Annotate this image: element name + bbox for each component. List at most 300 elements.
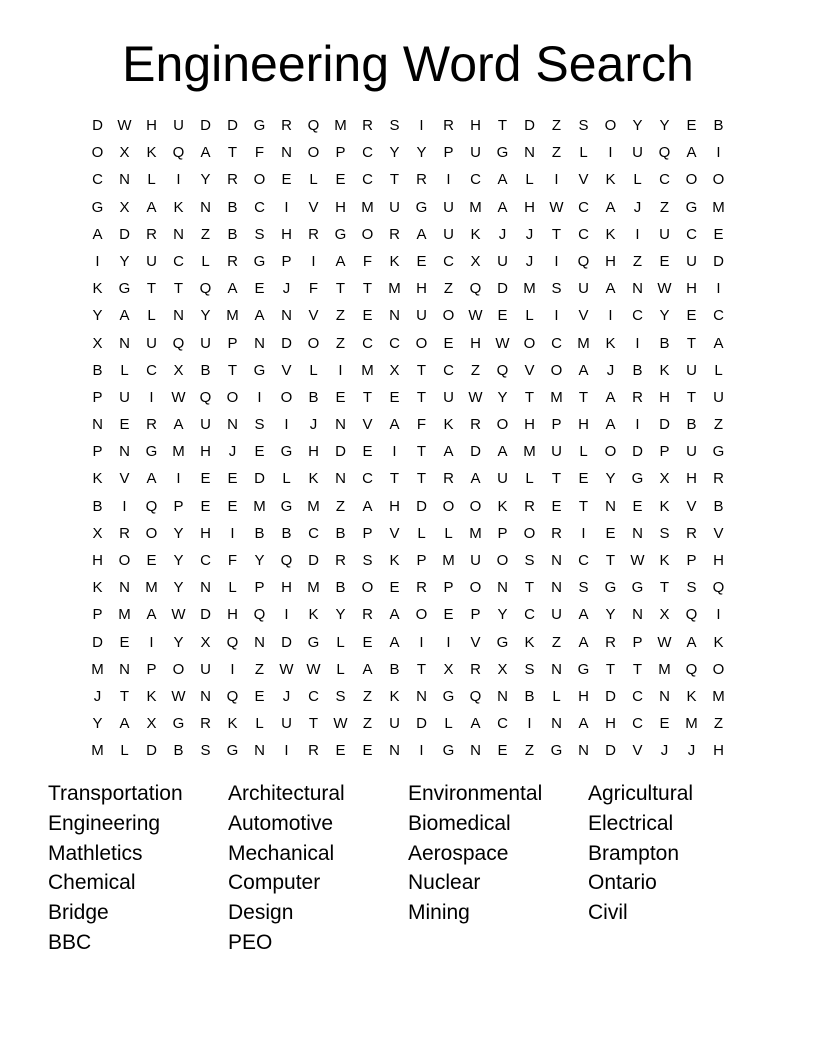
grid-letter: I [230,524,235,542]
grid-letter: B [308,388,319,406]
grid-letter: Q [145,497,158,515]
grid-letter: Y [173,524,184,542]
grid-letter: E [362,443,373,461]
grid-letter: O [226,388,239,406]
grid-letter: R [335,552,346,569]
grid-letter: M [388,280,401,298]
grid-row [84,547,732,574]
grid-letter: V [632,742,643,760]
grid-letter: O [469,579,482,597]
grid-letter: X [497,660,508,678]
grid-letter: W [306,660,321,678]
grid-letter: M [307,579,320,597]
grid-row [84,139,732,166]
grid-letter: G [415,198,428,216]
grid-letter: V [308,307,319,325]
grid-letter: I [149,633,154,651]
grid-letter: V [578,307,589,325]
grid-letter: N [173,225,184,243]
grid-letter: O [280,388,293,406]
grid-letter: Q [469,687,482,705]
grid-letter: C [686,225,697,243]
grid-letter: Q [658,144,671,162]
grid-letter: C [578,552,589,569]
grid-letter: R [686,524,697,542]
grid-letter: Q [226,633,239,651]
grid-letter: C [578,225,589,243]
grid-letter: B [173,742,184,760]
grid-letter: E [443,334,454,352]
grid-letter: T [578,497,589,515]
grid-letter: I [716,280,721,298]
grid-letter: O [685,171,698,189]
grid-letter: A [389,606,400,624]
grid-letter: T [227,361,238,379]
grid-letter: I [284,198,289,216]
grid-letter: W [171,606,186,624]
grid-letter: H [524,198,535,216]
grid-letter: Q [226,687,239,705]
grid-letter: U [686,361,697,379]
grid-row [84,194,732,221]
grid-letter: Y [659,117,670,134]
grid-letter: X [173,361,184,379]
word-list-item: Mathletics [48,841,143,865]
grid-letter: P [470,606,481,624]
grid-letter: H [281,225,292,243]
grid-letter: M [253,497,266,515]
grid-letter: I [608,307,613,325]
grid-letter: R [146,416,157,434]
grid-letter: G [550,742,563,760]
grid-letter: K [308,606,319,624]
grid-letter: U [146,334,157,352]
grid-letter: U [200,660,211,678]
grid-letter: L [525,470,534,488]
grid-letter: H [281,579,292,597]
grid-letter: E [713,225,724,243]
grid-letter: I [338,361,343,379]
grid-letter: P [335,144,346,162]
grid-letter: R [443,470,454,488]
grid-letter: D [605,742,616,760]
grid-letter: C [200,552,211,569]
grid-row [84,275,732,302]
grid-letter: A [146,198,157,216]
grid-letter: Y [119,252,130,270]
grid-letter: A [686,144,697,162]
grid-letter: E [335,388,346,406]
grid-letter: N [335,416,346,434]
grid-letter: W [171,388,186,406]
grid-letter: X [146,715,157,733]
grid-letter: L [120,742,129,760]
grid-letter: V [281,361,292,379]
grid-row [84,411,732,438]
grid-letter: M [550,388,563,406]
grid-letter: U [443,388,454,406]
grid-letter: P [362,524,373,542]
grid-letter: A [119,307,130,325]
grid-row [84,248,732,275]
word-list-item: Biomedical [408,811,511,835]
grid-letter: L [714,361,723,379]
grid-letter: U [578,280,589,298]
grid-letter: N [200,687,211,705]
grid-letter: H [686,280,697,298]
grid-letter: I [581,524,586,542]
grid-letter: R [416,171,427,189]
grid-letter: L [255,715,264,733]
grid-letter: A [416,225,427,243]
grid-letter: H [92,552,103,569]
grid-letter: Q [685,606,698,624]
grid-letter: T [524,388,535,406]
grid-letter: Q [496,361,509,379]
grid-letter: K [92,470,103,488]
grid-letter: A [470,715,481,733]
grid-letter: Y [92,307,103,325]
grid-letter: H [713,552,724,569]
grid-letter: E [335,742,346,760]
grid-letter: P [443,144,454,162]
grid-letter: G [118,280,131,298]
grid-letter: D [497,280,508,298]
grid-letter: D [659,416,670,434]
grid-letter: U [389,715,400,733]
grid-letter: C [632,715,643,733]
grid-row [84,656,732,683]
grid-letter: T [605,552,616,569]
grid-letter: L [444,524,453,542]
grid-letter: B [281,524,292,542]
grid-letter: N [605,497,616,515]
grid-letter: B [92,497,103,515]
grid-letter: N [632,606,643,624]
grid-letter: B [335,579,346,597]
grid-letter: O [604,443,617,461]
grid-letter: Z [362,715,373,733]
grid-letter: E [686,307,697,325]
grid-letter: N [632,524,643,542]
grid-letter: Y [92,715,103,733]
grid-letter: O [361,225,374,243]
grid-letter: T [389,470,400,488]
grid-letter: U [497,252,508,270]
grid-letter: U [416,307,427,325]
grid-letter: R [362,117,373,134]
grid-letter: O [415,334,428,352]
grid-letter: P [92,606,103,624]
grid-letter: D [308,552,319,569]
grid-letter: I [716,144,721,162]
grid-letter: C [632,687,643,705]
grid-letter: R [227,252,238,270]
grid-letter: Z [632,252,643,270]
grid-letter: E [497,307,508,325]
grid-letter: D [416,715,427,733]
grid-letter: L [633,171,642,189]
grid-letter: B [713,117,724,134]
grid-letter: D [92,117,103,134]
grid-letter: D [416,497,427,515]
grid-letter: U [443,198,454,216]
grid-letter: M [307,497,320,515]
grid-letter: Z [335,307,346,325]
grid-letter: S [578,117,589,134]
grid-letter: D [470,443,481,461]
grid-letter: N [119,579,130,597]
grid-letter: G [307,633,320,651]
grid-letter: L [579,443,588,461]
grid-letter: N [497,579,508,597]
grid-letter: I [284,742,289,760]
grid-letter: I [419,117,424,134]
grid-letter: A [605,416,616,434]
grid-letter: B [92,361,103,379]
grid-letter: T [605,660,616,678]
grid-letter: E [362,742,373,760]
grid-letter: D [281,633,292,651]
grid-letter: I [176,470,181,488]
grid-letter: C [254,198,265,216]
grid-letter: L [336,660,345,678]
grid-letter: H [227,606,238,624]
grid-letter: D [524,117,535,134]
grid-letter: Q [172,334,185,352]
grid-letter: G [145,443,158,461]
grid-letter: P [416,552,427,569]
grid-letter: T [362,280,373,298]
grid-letter: M [685,715,698,733]
grid-letter: J [93,687,102,705]
word-list-item: Aerospace [408,841,509,865]
grid-letter: H [308,443,319,461]
grid-letter: A [497,171,508,189]
word-list-item: PEO [228,930,273,954]
grid-letter: J [633,198,642,216]
grid-letter: P [146,660,157,678]
grid-letter: M [361,198,374,216]
grid-letter: M [469,198,482,216]
grid-letter: C [524,606,535,624]
grid-letter: R [470,660,481,678]
grid-letter: M [712,687,725,705]
grid-letter: N [389,307,400,325]
grid-letter: A [605,198,616,216]
grid-letter: F [416,416,427,434]
grid-letter: T [686,334,697,352]
grid-letter: V [524,361,535,379]
grid-letter: N [92,416,103,434]
grid-letter: Z [713,715,724,733]
grid-letter: U [173,117,184,134]
grid-letter: Y [173,579,184,597]
grid-letter: L [444,715,453,733]
grid-letter: X [119,144,130,162]
grid-letter: Z [362,687,373,705]
grid-letter: V [119,470,130,488]
grid-letter: O [118,552,131,569]
grid-letter: A [335,252,346,270]
grid-letter: Y [335,606,346,624]
grid-letter: D [281,334,292,352]
grid-letter: O [415,606,428,624]
word-list-item: Bridge [48,901,109,925]
grid-letter: A [227,280,238,298]
grid-letter: I [446,171,451,189]
grid-letter: H [524,416,535,434]
grid-letter: K [389,552,400,569]
grid-letter: N [254,633,265,651]
grid-letter: G [631,579,644,597]
grid-letter: P [632,633,643,651]
grid-letter: M [442,552,455,569]
grid-letter: I [230,660,235,678]
grid-letter: U [632,144,643,162]
grid-letter: T [308,715,319,733]
grid-letter: K [605,334,616,352]
grid-letter: G [631,470,644,488]
grid-letter: A [578,361,589,379]
grid-letter: R [362,606,373,624]
grid-letter: O [604,117,617,134]
grid-letter: P [659,443,670,461]
grid-letter: R [308,742,319,760]
grid-letter: E [497,742,508,760]
grid-letter: I [419,633,424,651]
grid-letter: O [145,524,158,542]
grid-letter: D [92,633,103,651]
grid-letter: N [335,470,346,488]
grid-letter: A [713,334,724,352]
grid-letter: G [442,742,455,760]
grid-letter: M [523,443,536,461]
grid-letter: K [605,171,616,189]
grid-letter: S [389,117,400,134]
grid-letter: I [554,307,559,325]
grid-letter: B [659,334,670,352]
grid-letter: R [308,225,319,243]
grid-letter: Z [524,742,535,760]
grid-letter: C [443,252,454,270]
grid-letter: W [495,334,510,352]
grid-letter: Q [469,280,482,298]
grid-letter: B [335,524,346,542]
grid-letter: N [389,742,400,760]
grid-letter: U [443,225,454,243]
word-list-item: Architectural [228,782,345,805]
grid-letter: A [254,307,265,325]
grid-letter: G [280,497,293,515]
grid-letter: P [281,252,292,270]
grid-letter: N [551,715,562,733]
grid-letter: B [254,524,265,542]
grid-letter: Y [497,388,508,406]
grid-letter: T [416,470,427,488]
grid-letter: U [470,552,481,569]
grid-letter: E [281,171,292,189]
grid-letter: K [389,687,400,705]
grid-row [84,629,732,656]
grid-letter: K [659,361,670,379]
grid-letter: K [659,497,670,515]
grid-letter: G [685,198,698,216]
word-list-item: Nuclear [408,871,481,895]
grid-letter: O [496,416,509,434]
grid-letter: H [686,470,697,488]
grid-letter: I [176,171,181,189]
grid-letter: G [604,579,617,597]
grid-letter: G [334,225,347,243]
grid-letter: K [389,252,400,270]
grid-row [84,357,732,384]
word-list-item: Automotive [228,811,334,835]
grid-letter: E [200,497,211,515]
word-list-item: Chemical [48,871,136,895]
grid-letter: E [227,470,238,488]
grid-letter: T [551,225,562,243]
grid-letter: O [469,497,482,515]
grid-letter: Z [335,334,346,352]
grid-letter: K [713,633,724,651]
grid-letter: X [92,524,103,542]
grid-letter: R [632,388,643,406]
grid-letter: C [713,307,724,325]
grid-letter: X [659,470,670,488]
grid-letter: Y [632,117,643,134]
grid-letter: Y [200,307,211,325]
grid-letter: R [443,117,454,134]
grid-letter: I [635,334,640,352]
grid-letter: C [146,361,157,379]
grid-letter: U [686,252,697,270]
grid-letter: E [227,497,238,515]
grid-letter: H [605,252,616,270]
grid-letter: Y [605,606,616,624]
grid-letter: E [119,633,130,651]
grid-letter: H [470,117,481,134]
grid-letter: B [632,361,643,379]
grid-row [84,574,732,601]
grid-letter: T [173,280,184,298]
grid-letter: Q [712,579,725,597]
grid-letter: R [551,524,562,542]
grid-letter: O [550,361,563,379]
grid-letter: N [551,660,562,678]
grid-row [84,384,732,411]
grid-letter: X [200,633,211,651]
page-title: Engineering Word Search [122,36,694,92]
word-list-item: Mechanical [228,841,335,865]
grid-letter: E [254,687,265,705]
grid-letter: L [201,252,210,270]
grid-letter: B [227,225,238,243]
grid-letter: K [308,470,319,488]
grid-letter: Y [173,633,184,651]
grid-letter: C [470,171,481,189]
grid-letter: B [227,198,238,216]
grid-letter: S [362,552,373,569]
grid-letter: G [496,633,509,651]
grid-letter: K [443,416,454,434]
grid-letter: D [200,117,211,134]
grid-letter: Z [551,117,562,134]
grid-letter: C [551,334,562,352]
grid-letter: E [362,307,373,325]
grid-letter: H [335,198,346,216]
grid-letter: G [253,252,266,270]
